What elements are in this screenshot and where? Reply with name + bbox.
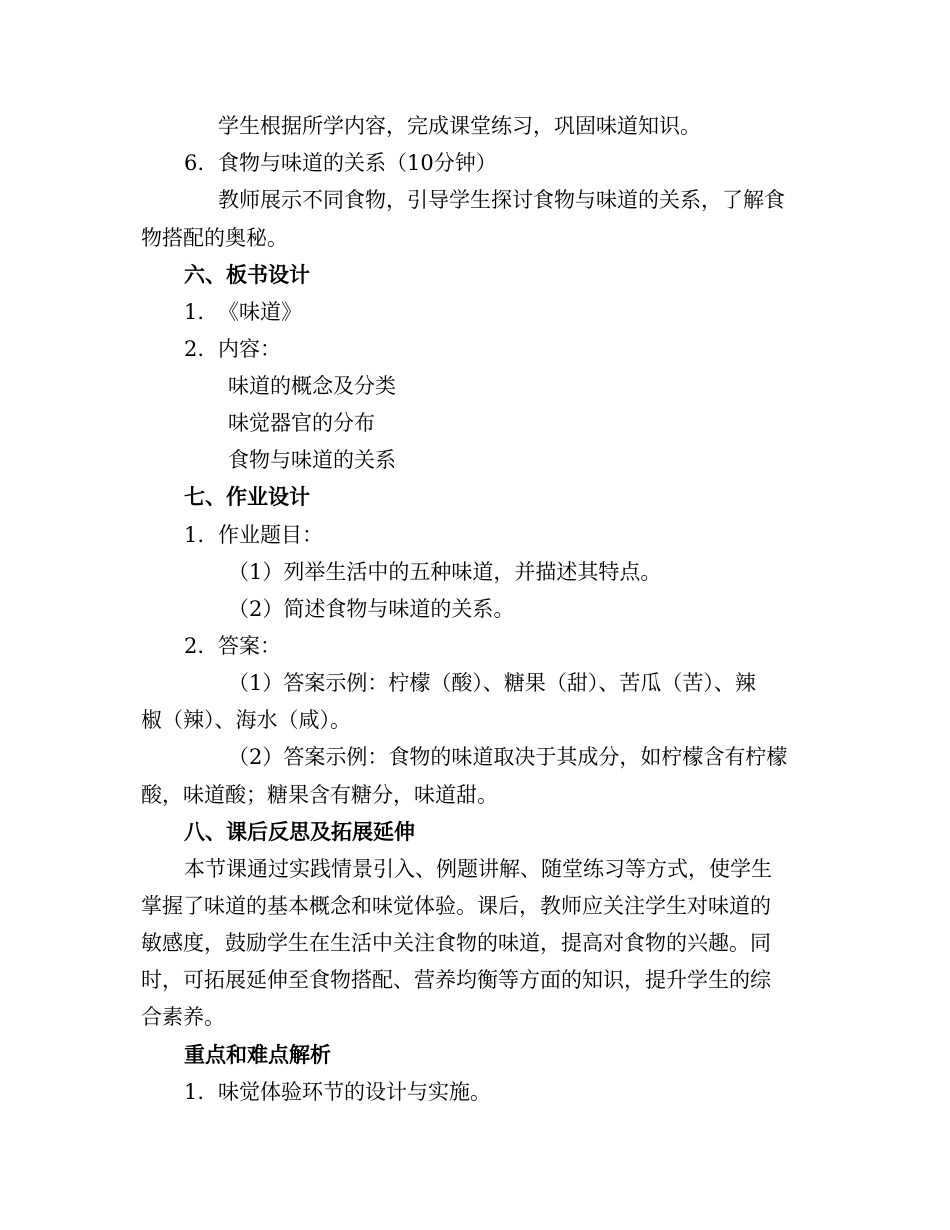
list-item [184,521,323,549]
list-item [184,149,497,177]
list-text: 内容： [218,337,281,361]
list-number: 1. [184,523,205,547]
list-number: 1. [184,1080,205,1104]
paragraph-line: 教师展示不同食物，引导学生探讨食物与味道的关系，了解食 [218,188,785,212]
list-text: 味觉体验环节的设计与实施。 [218,1080,491,1104]
list-number: 2. [184,634,205,658]
list-item [184,632,281,660]
answer-line: （2）答案示例：食物的味道取决于其成分，如柠檬含有柠檬 [228,745,788,769]
paragraph-line: 学生根据所学内容，完成课堂练习，巩固味道知识。 [218,114,701,138]
board-content-line: 食物与味道的关系 [228,448,396,472]
answer-line: 椒（辣）、海水（咸）。 [141,708,351,732]
list-item [184,298,302,326]
list-number: 6. [184,151,205,175]
board-content-line: 味道的概念及分类 [228,374,396,398]
paragraph-line: 时，可拓展延伸至食物搭配、营养均衡等方面的知识，提升学生的综 [141,968,771,992]
list-text: 食物与味道的关系（10分钟） [218,151,497,175]
list-text: 《味道》 [218,300,302,324]
board-content-line: 味觉器官的分布 [228,411,375,435]
paragraph-line: 本节课通过实践情景引入、例题讲解、随堂练习等方式，使学生 [184,857,772,881]
question-line: （2）简述食物与味道的关系。 [228,597,515,621]
section-heading: 八、课后反思及拓展延伸 [184,819,415,844]
section-heading: 七、作业设计 [184,484,310,509]
section-heading: 重点和难点解析 [184,1042,331,1067]
list-number: 1. [184,300,205,324]
paragraph-line: 合素养。 [141,1005,225,1029]
paragraph-line: 物搭配的奥秘。 [141,226,288,250]
paragraph-line: 敏感度，鼓励学生在生活中关注食物的味道，提高对食物的兴趣。同 [141,931,771,955]
list-text: 作业题目： [218,523,323,547]
answer-line: （1）答案示例：柠檬（酸）、糖果（甜）、苦瓜（苦）、辣 [228,671,756,695]
list-item [184,1078,491,1106]
question-line: （1）列举生活中的五种味道，并描述其特点。 [228,560,662,584]
section-heading: 六、板书设计 [184,262,310,287]
list-number: 2. [184,337,205,361]
list-text: 答案： [218,634,281,658]
answer-line: 酸，味道酸；糖果含有糖分，味道甜。 [141,783,498,807]
list-item [184,335,281,363]
paragraph-line: 掌握了味道的基本概念和味觉体验。课后，教师应关注学生对味道的 [141,894,771,918]
